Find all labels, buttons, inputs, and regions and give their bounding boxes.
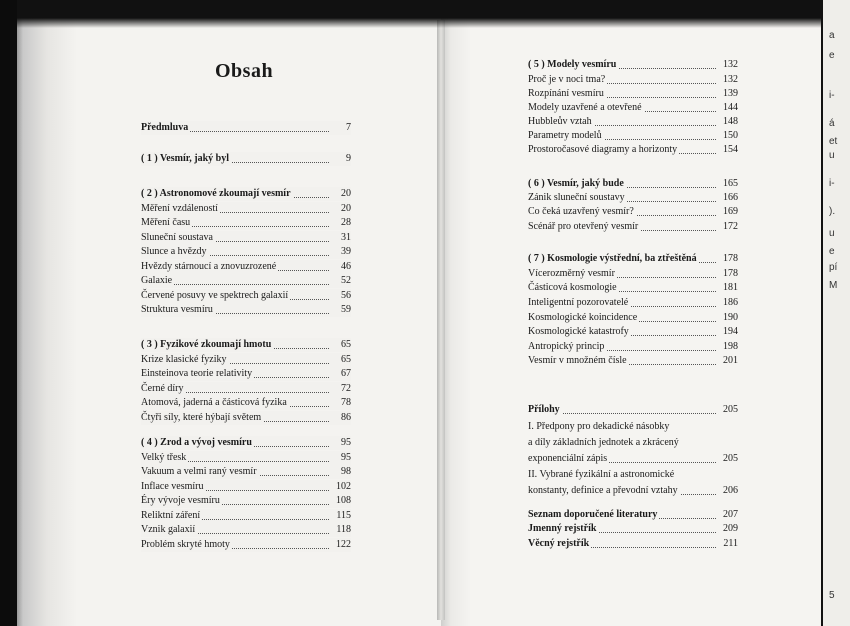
toc-entry-row (141, 260, 351, 274)
toc-heading-row (141, 187, 351, 201)
toc-entry-row (528, 205, 738, 219)
toc-page-number: 154 (720, 143, 738, 157)
toc-entry-label: Kosmologické koincidence (528, 312, 638, 323)
adjacent-page-edge (821, 0, 850, 626)
toc-entry-label: Měření času (141, 217, 191, 228)
toc-entry-label: Věcný rejstřík (528, 538, 590, 549)
toc-entry-label: Velký třesk (141, 452, 187, 463)
toc-entry-row (141, 480, 351, 494)
toc-entry-label: Měření vzdáleností (141, 203, 218, 214)
toc-entry-label: Slunce a hvězdy (141, 246, 207, 257)
edge-fragment: e (829, 246, 835, 257)
toc-entry-label: Kosmologické katastrofy (528, 326, 629, 337)
toc-entry-row (528, 296, 738, 310)
toc-page-number: 20 (338, 202, 351, 216)
toc-page-number: 98 (338, 465, 351, 479)
toc-heading-row (141, 436, 351, 450)
toc-page-number: 165 (720, 177, 738, 191)
toc-entry-row (141, 289, 351, 303)
toc-entry-label: Sluneční soustava (141, 232, 213, 243)
toc-entry-row (528, 220, 738, 234)
toc-heading-row (528, 58, 738, 72)
toc-entry-label: Seznam doporučené literatury (528, 509, 658, 520)
toc-page-number: 186 (720, 296, 738, 310)
toc-entry-label: Proč je v noci tma? (528, 74, 606, 85)
toc-page-number: 118 (333, 523, 351, 537)
toc-entry-row (528, 468, 738, 482)
toc-entry-row (141, 353, 351, 367)
toc-page-number: 148 (720, 115, 738, 129)
toc-page-number: 59 (338, 303, 351, 317)
toc-entry-label: ( 3 ) Fyzikové zkoumají hmotu (141, 339, 272, 350)
toc-entry-label: Hvězdy stárnoucí a znovuzrozené (141, 261, 277, 272)
toc-page-number: 207 (720, 508, 738, 522)
edge-fragment: i- (829, 178, 835, 189)
toc-entry-label: Předmluva (141, 122, 189, 133)
toc-page-number: 28 (338, 216, 351, 230)
toc-entry-label: Galaxie (141, 275, 173, 286)
toc-entry-row (528, 354, 738, 368)
edge-fragment: u (829, 228, 835, 239)
toc-page-number: 65 (338, 338, 351, 352)
toc-entry-row (528, 452, 738, 466)
edge-fragment: ). (829, 206, 836, 217)
toc-entry-row (141, 509, 351, 523)
toc-entry-row (141, 451, 351, 465)
toc-entry-row (528, 101, 738, 115)
edge-fragment: á (829, 118, 835, 129)
toc-page-number: 31 (338, 231, 351, 245)
toc-entry-label: Zánik sluneční soustavy (528, 192, 625, 203)
toc-page-number: 206 (720, 484, 738, 498)
toc-page-number: 95 (338, 451, 351, 465)
toc-page-number: 132 (720, 73, 738, 87)
toc-page-number: 178 (720, 267, 738, 281)
toc-page-number: 172 (720, 220, 738, 234)
toc-heading-row (141, 152, 351, 166)
toc-entry-row (141, 216, 351, 230)
toc-entry-row (528, 191, 738, 205)
toc-entry-label: Červené posuvy ve spektrech galaxií (141, 290, 289, 301)
toc-entry-label: Vícerozměrný vesmír (528, 268, 615, 279)
toc-page-number: 52 (338, 274, 351, 288)
toc-page-number: 86 (338, 411, 351, 425)
toc-entry-row (141, 231, 351, 245)
edge-fragment: a (829, 30, 835, 41)
edge-fragment: i- (829, 90, 835, 101)
edge-fragment: 5 (829, 590, 835, 601)
toc-entry-row (141, 523, 351, 537)
toc-heading-row (528, 252, 738, 266)
toc-page-number: 209 (720, 522, 738, 536)
toc-entry-label: Černé díry (141, 383, 184, 394)
toc-heading-row (528, 177, 738, 191)
toc-entry-row (528, 143, 738, 157)
toc-entry-row (141, 494, 351, 508)
toc-page-number: 72 (338, 382, 351, 396)
toc-entry-row (141, 202, 351, 216)
toc-heading-row (528, 508, 738, 522)
toc-entry-label: Přílohy (528, 404, 560, 415)
toc-entry-label: ( 7 ) Kosmologie výstřední, ba ztřeštěná (528, 253, 697, 264)
toc-entry-row (528, 340, 738, 354)
toc-page-number: 139 (720, 87, 738, 101)
toc-page-number: 115 (333, 509, 351, 523)
toc-entry-row (141, 465, 351, 479)
toc-entry-row (141, 382, 351, 396)
toc-entry-label: Jmenný rejstřík (528, 523, 597, 534)
toc-entry-label: Antropický princip (528, 341, 605, 352)
toc-entry-row (528, 311, 738, 325)
toc-entry-label: Částicová kosmologie (528, 282, 617, 293)
toc-page-number: 132 (720, 58, 738, 72)
toc-entry-row (141, 411, 351, 425)
toc-entry-label: Hubbleův vztah (528, 116, 592, 127)
toc-entry-row (141, 245, 351, 259)
toc-heading-row (528, 522, 738, 536)
toc-entry-label: Modely uzavřené a otevřené (528, 102, 642, 113)
toc-page-number: 211 (720, 537, 738, 551)
toc-page-number: 205 (720, 452, 738, 466)
toc-entry-row (528, 281, 738, 295)
toc-entry-label: ( 1 ) Vesmír, jaký byl (141, 153, 229, 164)
toc-entry-label: ( 5 ) Modely vesmíru (528, 59, 617, 70)
toc-entry-label: exponenciální zápis (528, 453, 608, 464)
toc-heading-row (141, 338, 351, 352)
toc-page-number: 95 (338, 436, 351, 450)
toc-page-number: 169 (720, 205, 738, 219)
toc-entry-row (141, 274, 351, 288)
toc-entry-label: Rozpínání vesmíru (528, 88, 604, 99)
toc-entry-label: Čtyři síly, které hýbají světem (141, 412, 262, 423)
toc-page-number: 150 (720, 129, 738, 143)
toc-page-number: 108 (333, 494, 351, 508)
toc-entry-row (141, 396, 351, 410)
toc-page-number: 166 (720, 191, 738, 205)
toc-entry-label: Prostoročasové diagramy a horizonty (528, 144, 678, 155)
toc-entry-label: Co čeká uzavřený vesmír? (528, 206, 634, 217)
book-gutter (437, 20, 445, 620)
toc-entry-row (528, 436, 738, 450)
toc-entry-label: Vznik galaxií (141, 524, 196, 535)
toc-entry-label: ( 4 ) Zrod a vývoj vesmíru (141, 437, 252, 448)
edge-fragment: M (829, 280, 838, 291)
toc-page-number: 181 (720, 281, 738, 295)
toc-heading-row (528, 537, 738, 551)
toc-entry-label: Vakuum a velmi raný vesmír (141, 466, 257, 477)
toc-page-number: 190 (720, 311, 738, 325)
toc-entry-label: Einsteinova teorie relativity (141, 368, 253, 379)
edge-fragment: pí (829, 262, 838, 273)
toc-heading-row (528, 403, 738, 417)
toc-entry-label: Scénář pro otevřený vesmír (528, 221, 639, 232)
toc-page-number: 78 (338, 396, 351, 410)
toc-page-number: 178 (720, 252, 738, 266)
toc-entry-label: Inteligentní pozorovatelé (528, 297, 629, 308)
toc-entry-label: Problém skryté hmoty (141, 539, 230, 550)
toc-entry-label: II. Vybrané fyzikální a astronomické (528, 469, 675, 480)
toc-entry-label: a díly základních jednotek a zkrácený (528, 437, 679, 448)
toc-page-number: 7 (343, 121, 351, 135)
toc-entry-label: ( 2 ) Astronomové zkoumají vesmír (141, 188, 291, 199)
toc-page-number: 39 (338, 245, 351, 259)
toc-entry-label: Vesmír v množném čísle (528, 355, 627, 366)
toc-page-number: 20 (338, 187, 351, 201)
toc-page-number: 56 (338, 289, 351, 303)
toc-entry-label: Éry vývoje vesmíru (141, 495, 220, 506)
toc-entry-row (528, 129, 738, 143)
toc-page-number: 67 (338, 367, 351, 381)
toc-page-number: 102 (333, 480, 351, 494)
toc-heading-row (141, 121, 351, 135)
toc-entry-label: Reliktní záření (141, 510, 201, 521)
edge-fragment: e (829, 50, 835, 61)
toc-entry-row (528, 325, 738, 339)
toc-page-number: 205 (720, 403, 738, 417)
toc-page-number: 144 (720, 101, 738, 115)
toc-entry-label: konstanty, definice a převodní vztahy (528, 485, 678, 496)
toc-entry-label: Inflace vesmíru (141, 481, 204, 492)
toc-entry-row (141, 538, 351, 552)
toc-page-number: 194 (720, 325, 738, 339)
toc-page-number: 9 (343, 152, 351, 166)
toc-page-number: 198 (720, 340, 738, 354)
toc-entry-row (528, 484, 738, 498)
top-shadow (17, 0, 821, 28)
toc-entry-row (528, 73, 738, 87)
toc-page-number: 201 (720, 354, 738, 368)
toc-entry-label: Atomová, jaderná a částicová fyzika (141, 397, 287, 408)
toc-entry-row (141, 367, 351, 381)
toc-page-number: 122 (333, 538, 351, 552)
toc-entry-row (528, 267, 738, 281)
toc-page-number: 46 (338, 260, 351, 274)
toc-entry-row (141, 303, 351, 317)
toc-entry-label: Parametry modelů (528, 130, 602, 141)
toc-entry-label: ( 6 ) Vesmír, jaký bude (528, 178, 624, 189)
page-title: Obsah (215, 60, 274, 82)
toc-page-number: 65 (338, 353, 351, 367)
toc-entry-row (528, 115, 738, 129)
toc-entry-label: Krize klasické fyziky (141, 354, 227, 365)
toc-entry-label: Struktura vesmíru (141, 304, 213, 315)
edge-fragment: u (829, 150, 835, 161)
edge-fragment: et (829, 136, 838, 147)
toc-entry-row (528, 420, 738, 434)
toc-entry-label: I. Předpony pro dekadické násobky (528, 421, 670, 432)
toc-entry-row (528, 87, 738, 101)
